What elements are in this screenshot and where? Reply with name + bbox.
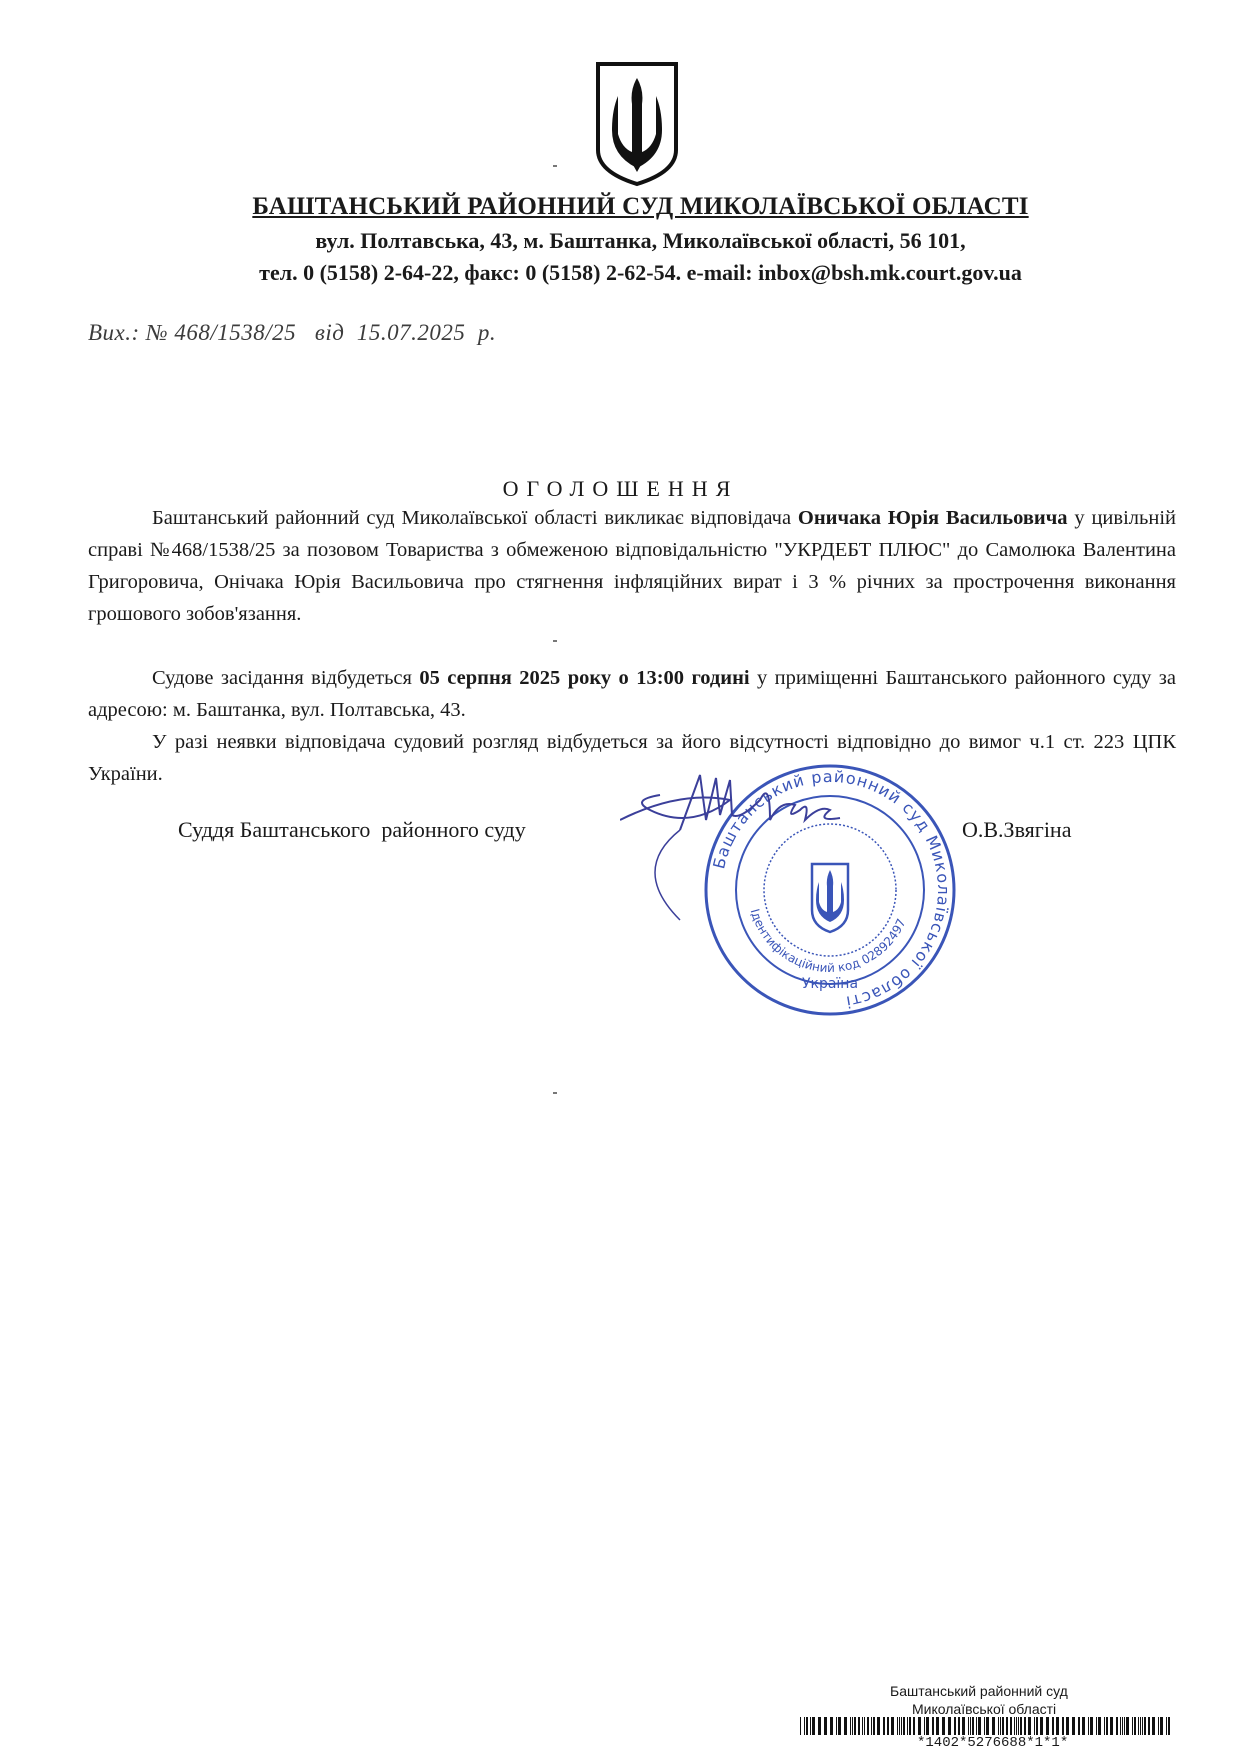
barcode-bar [907,1717,908,1735]
judge-title: Суддя Баштанського районного суду [178,817,526,842]
barcode-bar [1152,1717,1155,1735]
footer-region: Миколаївської області [912,1701,1057,1717]
court-name: БАШТАНСЬКИЙ РАЙОННИЙ СУД МИКОЛАЇВСЬКОЇ ОБЛАСТІ [252,193,1029,220]
barcode-bar [844,1717,847,1735]
barcode-bar [1062,1717,1064,1735]
barcode-bar [1016,1717,1017,1735]
barcode-bar [1090,1717,1093,1735]
barcode-bar [877,1717,880,1735]
barcode-bar [1144,1717,1146,1735]
barcode-bar [1120,1717,1121,1735]
barcode-bar [1002,1717,1004,1735]
barcode-bar [867,1717,869,1735]
barcode-bar [1148,1717,1150,1735]
barcode-bar [824,1717,827,1735]
barcode-bar [838,1717,841,1735]
paragraph-text: У разі неявки відповідача судовий розгляд відбудеться за його відсутності відповідно до вимог ч.1 ст. 223 ЦПК України. [88,731,1176,785]
barcode-bar [1106,1717,1108,1735]
scan-speck [553,1092,557,1094]
svg-text:Баштанський районний суд Микол: Баштанський районний суд Миколаївської області [709,766,954,1012]
barcode-bar [1126,1717,1129,1735]
barcode-bar [901,1717,902,1735]
barcode-bar [806,1717,808,1735]
barcode-number: *1402*5276688*1*1* [917,1735,1069,1751]
barcode-bar [1110,1717,1113,1735]
court-address: вул. Полтавська, 43, м. Баштанка, Миколаївської області, 56 101, [315,228,966,253]
barcode-bar [810,1717,811,1735]
barcode-bar [998,1717,999,1735]
barcode-bar [1028,1717,1031,1735]
barcode-bar [1000,1717,1001,1735]
barcode-bar [871,1717,872,1735]
court-contacts: тел. 0 (5158) 2-64-22, факс: 0 (5158) 2-62-54. e-mail: inbox@bsh.mk.court.gov.ua [259,260,1022,285]
barcode-bar [968,1717,969,1735]
barcode-bar [978,1717,981,1735]
barcode-bar [818,1717,821,1735]
barcode-bar [986,1717,989,1735]
barcode-bar [887,1717,889,1735]
barcode-bar [1138,1717,1139,1735]
document-heading: ОГОЛОШЕННЯ [502,476,739,501]
barcode-bar [891,1717,894,1735]
judge-signature [620,760,880,930]
barcode-bar [1140,1717,1141,1735]
hearing-paragraph [88,662,1176,726]
barcode-bar [812,1717,815,1735]
judge-name: О.В.Звягіна [962,817,1072,842]
barcode-bar [984,1717,985,1735]
paragraph-text: у приміщенні Баштанського районного суду за адресою: м. Баштанка, вул. Полтавська, 43. [88,667,1176,721]
barcode-bar [1052,1717,1054,1735]
barcode-bar [972,1717,974,1735]
barcode-bar [992,1717,995,1735]
barcode-bar [1122,1717,1123,1735]
barcode-bar [854,1717,856,1735]
barcode-bar [1046,1717,1049,1735]
coat-of-arms-icon [592,60,682,188]
barcode-bar [1132,1717,1133,1735]
barcode-bar [883,1717,885,1735]
barcode-bar [936,1717,939,1735]
barcode-bar [1098,1717,1101,1735]
footer-court-name: Баштанський районний суд [890,1683,1068,1699]
barcode-bar [1082,1717,1085,1735]
barcode-bar [800,1717,801,1735]
barcode-bar [1142,1717,1143,1735]
barcode-bar [1018,1717,1019,1735]
barcode-bar [804,1717,805,1735]
barcode-bar [873,1717,875,1735]
barcode-bar [1168,1717,1170,1735]
barcode-bar [1134,1717,1136,1735]
barcode-bar [1072,1717,1075,1735]
barcode-bar [918,1717,921,1735]
barcode-bar [1020,1717,1022,1735]
barcode-bar [970,1717,971,1735]
barcode-bar [858,1717,860,1735]
barcode-bar [899,1717,900,1735]
barcode-bar [1034,1717,1035,1735]
barcode-bar [850,1717,851,1735]
barcode-bar [862,1717,863,1735]
barcode-bar [1036,1717,1038,1735]
scan-speck [553,640,557,642]
barcode-bar [1096,1717,1097,1735]
svg-text:Ідентифікаційний код 02892497: Ідентифікаційний код 02892497 [747,907,909,976]
barcode-bar [924,1717,925,1735]
barcode-bar [962,1717,965,1735]
svg-text:Україна: Україна [801,976,859,992]
barcode-bar [830,1717,833,1735]
paragraph-text: Судове засідання відбудеться [152,667,420,689]
barcode-bar [1158,1717,1159,1735]
barcode-bar [852,1717,853,1735]
barcode-bar [1014,1717,1015,1735]
barcode [800,1717,1172,1735]
barcode-bar [1066,1717,1069,1735]
paragraph-text: у цивільній справі №468/1538/25 за позовом Товариства з обмеженою відповідальністю "УКРДЕБТ ПЛЮС" до Самолюка Валентина Григоровича, Онічака Юрія Васильовича про стягнення інфляційних вират і 3 % річних за прострочення виконання грошового зобов'язання. [88,507,1176,625]
barcode-bar [926,1717,929,1735]
barcode-bar [942,1717,945,1735]
summons-paragraph [88,502,1176,630]
barcode-bar [1010,1717,1012,1735]
barcode-bar [1104,1717,1105,1735]
barcode-bar [976,1717,977,1735]
barcode-bar [1024,1717,1026,1735]
outgoing-number: Вих.: № 468/1538/25 від 15.07.2025 р. [88,320,497,345]
barcode-bar [897,1717,898,1735]
barcode-bar [1166,1717,1167,1735]
barcode-bar [954,1717,956,1735]
barcode-bar [1006,1717,1008,1735]
barcode-bar [1116,1717,1118,1735]
barcode-bar [1056,1717,1059,1735]
barcode-bar [913,1717,915,1735]
barcode-bar [1088,1717,1089,1735]
barcode-bar [909,1717,911,1735]
defendant-name: Оничака Юрія Васильовича [797,507,1068,529]
barcode-bar [1124,1717,1125,1735]
barcode-bar [903,1717,905,1735]
barcode-bar [948,1717,951,1735]
barcode-bar [1078,1717,1080,1735]
scan-speck [553,165,557,167]
barcode-bar [958,1717,960,1735]
barcode-bar [836,1717,837,1735]
barcode-bar [864,1717,865,1735]
barcode-bar [932,1717,934,1735]
barcode-bar [1160,1717,1163,1735]
barcode-bar [1040,1717,1043,1735]
paragraph-text: Баштанський районний суд Миколаївської області викликає відповідача [152,507,798,529]
hearing-datetime: 05 серпня 2025 року о 13:00 годині [419,667,750,689]
